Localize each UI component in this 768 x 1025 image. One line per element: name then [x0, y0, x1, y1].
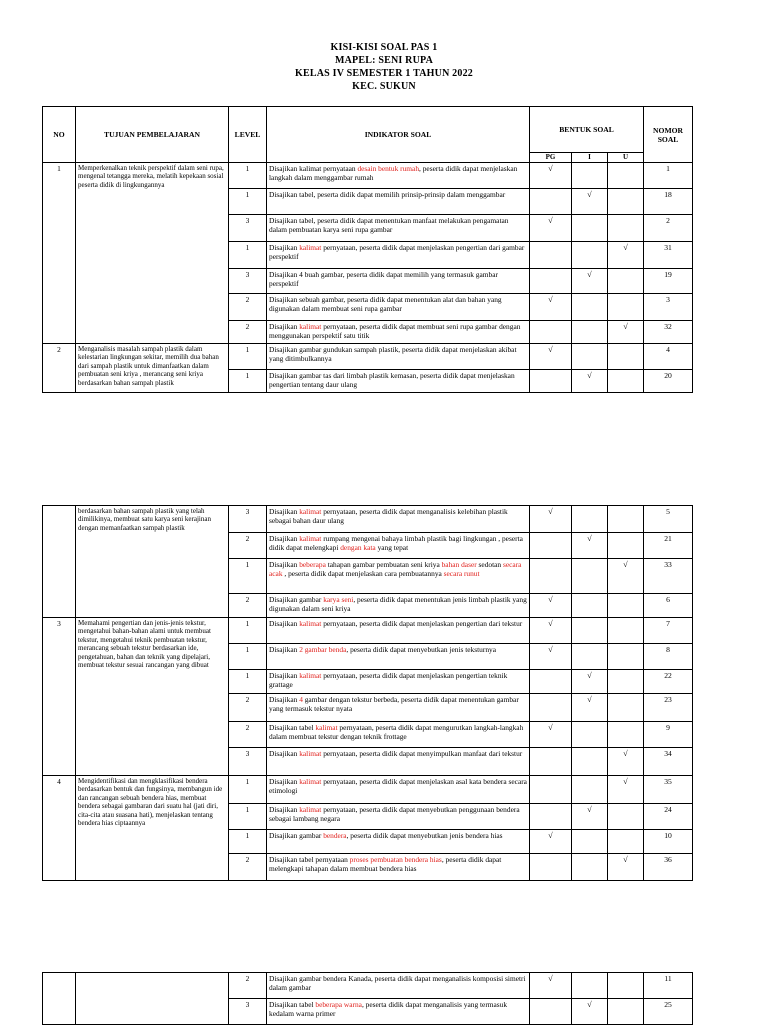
- cell-nomor-soal: 20: [644, 370, 693, 393]
- cell-level: 2: [229, 973, 267, 999]
- header-pg: PG: [530, 153, 572, 163]
- indikator-text: Disajikan: [269, 534, 300, 543]
- cell-level: 1: [229, 804, 267, 830]
- cell-pg: [530, 242, 572, 269]
- table-row: [43, 163, 693, 189]
- indikator-highlight: beberapa warna: [315, 1000, 362, 1009]
- cell-pg: [530, 804, 572, 830]
- check-mark: √: [623, 855, 628, 864]
- cell-i: [572, 776, 608, 804]
- cell-nomor-soal: 10: [644, 830, 693, 854]
- cell-i: [572, 748, 608, 776]
- cell-u: [608, 163, 644, 189]
- indikator-highlight: kalimat: [299, 534, 322, 543]
- cell-u: [608, 269, 644, 294]
- cell-u: [608, 999, 644, 1025]
- cell-pg: [530, 854, 572, 881]
- indikator-text: yang tepat: [375, 543, 409, 552]
- cell-nomor-soal: 32: [644, 321, 693, 344]
- cell-level: 1: [229, 370, 267, 393]
- cell-nomor-soal: 1: [644, 163, 693, 189]
- cell-i: [572, 269, 608, 294]
- cell-level: 3: [229, 748, 267, 776]
- indikator-text: , peserta didik dapat menyebutkan jenis bendera hias: [346, 831, 503, 840]
- indikator-highlight: kalimat: [315, 723, 338, 732]
- indikator-text: pernyataan, peserta didik dapat menjelaskan asal kata bendera secara etimologi: [269, 777, 527, 795]
- cell-nomor-soal: 2: [644, 215, 693, 242]
- cell-u: [608, 370, 644, 393]
- cell-u: [608, 215, 644, 242]
- cell-pg: [530, 830, 572, 854]
- check-mark: √: [623, 322, 628, 331]
- cell-level: 3: [229, 506, 267, 533]
- doc-title-line-1: KISI-KISI SOAL PAS 1: [330, 42, 438, 53]
- cell-nomor-soal: 21: [644, 533, 693, 559]
- table-row: [43, 973, 693, 999]
- cell-level: 2: [229, 294, 267, 321]
- cell-indikator: [267, 804, 530, 830]
- indikator-text: Disajikan gambar tas dari limbah plastik kemasan, peserta didik dapat menjelaskan pengertian tentang daur ulang: [269, 371, 515, 389]
- indikator-text: Disajikan: [269, 671, 300, 680]
- indikator-text: Disajikan kalimat pernyataan: [269, 164, 358, 173]
- cell-nomor-soal: 7: [644, 618, 693, 644]
- check-mark: √: [587, 1000, 592, 1009]
- check-mark: √: [587, 695, 592, 704]
- doc-title-line-4: KEC. SUKUN: [352, 81, 416, 92]
- table-row: [43, 344, 693, 370]
- cell-indikator: [267, 694, 530, 722]
- cell-i: [572, 618, 608, 644]
- indikator-highlight: 4: [299, 695, 303, 704]
- cell-pg: [530, 344, 572, 370]
- check-mark: √: [548, 295, 553, 304]
- cell-indikator: [267, 594, 530, 618]
- cell-i: [572, 722, 608, 748]
- cell-indikator: [267, 189, 530, 215]
- indikator-text: Disajikan 4 buah gambar, peserta didik dapat memilih yang termasuk gambar perspektif: [269, 270, 498, 288]
- header-no: NO: [43, 107, 76, 163]
- cell-level: 1: [229, 830, 267, 854]
- indikator-highlight: dengan kata: [340, 543, 376, 552]
- indikator-text: pernyataan, peserta didik dapat menganalisis kelebihan plastik sebagai bahan daur ulang: [269, 507, 508, 525]
- cell-i: [572, 533, 608, 559]
- table-row: [43, 506, 693, 533]
- cell-i: [572, 242, 608, 269]
- cell-i: [572, 854, 608, 881]
- indikator-text: Disajikan tabel, peserta didik dapat memilih prinsip-prinsip dalam menggambar: [269, 190, 506, 199]
- indikator-text: Disajikan: [269, 749, 300, 758]
- cell-nomor-soal: 11: [644, 973, 693, 999]
- indikator-text: Disajikan tabel: [269, 1000, 316, 1009]
- cell-nomor-soal: 31: [644, 242, 693, 269]
- indikator-highlight: kalimat: [299, 805, 322, 814]
- table-row: [43, 776, 693, 804]
- cell-no: 2: [43, 344, 76, 393]
- cell-pg: [530, 533, 572, 559]
- indikator-highlight: beberapa: [299, 560, 326, 569]
- cell-indikator: [267, 163, 530, 189]
- cell-level: 1: [229, 559, 267, 594]
- cell-u: [608, 189, 644, 215]
- indikator-text: pernyataan, peserta didik dapat menyimpulkan manfaat dari tekstur: [321, 749, 523, 758]
- cell-u: [608, 321, 644, 344]
- cell-u: [608, 242, 644, 269]
- indikator-text: Disajikan: [269, 805, 300, 814]
- cell-i: [572, 694, 608, 722]
- cell-tujuan: [76, 973, 229, 1025]
- cell-nomor-soal: 5: [644, 506, 693, 533]
- indikator-highlight: kalimat: [299, 507, 322, 516]
- cell-indikator: [267, 830, 530, 854]
- cell-nomor-soal: 34: [644, 748, 693, 776]
- cell-i: [572, 973, 608, 999]
- cell-tujuan: Mengidentifikasi dan mengklasifikasi bendera berdasarkan bentuk dan fungsinya, membangun ide dan rancangan sebuah bendera hias, membuat bendera sebagai gambaran dari suatu hal (jati diri, cita-cita atau suasana hati), menjelaskan tentang bendera hias ciptaannya: [76, 776, 229, 881]
- cell-i: [572, 189, 608, 215]
- indikator-text: , peserta didik dapat menentukan jenis limbah plastik yang digunakan dalam seni kriya: [269, 595, 527, 613]
- cell-pg: [530, 215, 572, 242]
- header-indikator: INDIKATOR SOAL: [267, 107, 530, 163]
- check-mark: √: [623, 749, 628, 758]
- cell-pg: [530, 618, 572, 644]
- cell-u: [608, 533, 644, 559]
- check-mark: √: [587, 371, 592, 380]
- indikator-highlight: secara acak: [269, 560, 522, 578]
- cell-indikator: [267, 370, 530, 393]
- indikator-text: pernyataan, peserta didik dapat menjelaskan pengertian teknik grattage: [269, 671, 508, 689]
- indikator-text: Disajikan: [269, 507, 300, 516]
- cell-indikator: [267, 748, 530, 776]
- cell-level: 3: [229, 215, 267, 242]
- indikator-highlight: kalimat: [299, 322, 322, 331]
- indikator-text: rumpang mengenai bahaya limbah plastik bagi lingkungan , peserta didik dapat melengkapi: [269, 534, 523, 552]
- cell-level: 1: [229, 242, 267, 269]
- cell-pg: [530, 748, 572, 776]
- indikator-highlight: desain bentuk rumah: [357, 164, 420, 173]
- check-mark: √: [548, 619, 553, 628]
- indikator-highlight: kalimat: [299, 243, 322, 252]
- indikator-highlight: karya seni: [323, 595, 354, 604]
- cell-nomor-soal: 33: [644, 559, 693, 594]
- cell-level: 2: [229, 594, 267, 618]
- cell-indikator: [267, 533, 530, 559]
- cell-i: [572, 294, 608, 321]
- indikator-text: pernyataan, peserta didik dapat menyebutkan penggunaan bendera sebagai lambang negara: [269, 805, 520, 823]
- indikator-text: , peserta didik dapat menganalisis yang termasuk kedalam warna primer: [269, 1000, 508, 1018]
- cell-pg: [530, 670, 572, 694]
- check-mark: √: [587, 671, 592, 680]
- cell-i: [572, 215, 608, 242]
- cell-level: 1: [229, 776, 267, 804]
- cell-u: [608, 973, 644, 999]
- cell-nomor-soal: 23: [644, 694, 693, 722]
- indikator-highlight: kalimat: [299, 777, 322, 786]
- indikator-text: Disajikan gambar: [269, 831, 324, 840]
- cell-i: [572, 370, 608, 393]
- cell-i: [572, 999, 608, 1025]
- cell-level: 1: [229, 644, 267, 670]
- cell-pg: [530, 294, 572, 321]
- check-mark: √: [623, 243, 628, 252]
- indikator-text: Disajikan: [269, 777, 300, 786]
- cell-indikator: [267, 242, 530, 269]
- indikator-text: Disajikan tabel pernyataan: [269, 855, 350, 864]
- check-mark: √: [548, 645, 553, 654]
- cell-indikator: [267, 999, 530, 1025]
- indikator-text: tahapan gambar pembuatan seni kriya: [325, 560, 442, 569]
- check-mark: √: [623, 560, 628, 569]
- cell-level: 1: [229, 670, 267, 694]
- cell-u: [608, 344, 644, 370]
- cell-i: [572, 344, 608, 370]
- cell-indikator: [267, 559, 530, 594]
- cell-tujuan: Memperkenalkan teknik perspektif dalam seni rupa, mengenal tetangga mereka, melatih kepekaan sosial peserta didik di lingkungannya: [76, 163, 229, 344]
- indikator-text: sedotan: [476, 560, 503, 569]
- cell-nomor-soal: 8: [644, 644, 693, 670]
- cell-i: [572, 559, 608, 594]
- header-u: U: [608, 153, 644, 163]
- cell-u: [608, 776, 644, 804]
- cell-nomor-soal: 19: [644, 269, 693, 294]
- cell-indikator: [267, 506, 530, 533]
- indikator-text: , peserta didik dapat menjelaskan cara pembuatannya: [282, 569, 444, 578]
- cell-indikator: [267, 344, 530, 370]
- cell-pg: [530, 644, 572, 670]
- kisi-kisi-table-page-2: [42, 505, 693, 881]
- indikator-text: Disajikan: [269, 619, 300, 628]
- cell-level: 2: [229, 854, 267, 881]
- cell-u: [608, 670, 644, 694]
- cell-i: [572, 594, 608, 618]
- cell-pg: [530, 321, 572, 344]
- cell-i: [572, 804, 608, 830]
- cell-level: 3: [229, 999, 267, 1025]
- check-mark: √: [548, 216, 553, 225]
- check-mark: √: [548, 507, 553, 516]
- cell-pg: [530, 559, 572, 594]
- cell-nomor-soal: 24: [644, 804, 693, 830]
- kisi-kisi-table-page-1: [42, 106, 693, 393]
- indikator-text: , peserta didik dapat menyebutkan jenis teksturnya: [346, 645, 497, 654]
- cell-u: [608, 594, 644, 618]
- cell-nomor-soal: 9: [644, 722, 693, 748]
- indikator-highlight: bendera: [323, 831, 347, 840]
- header-level: LEVEL: [229, 107, 267, 163]
- cell-pg: [530, 973, 572, 999]
- indikator-text: Disajikan tabel: [269, 723, 316, 732]
- cell-no: [43, 973, 76, 1025]
- cell-no: 1: [43, 163, 76, 344]
- cell-u: [608, 506, 644, 533]
- cell-i: [572, 321, 608, 344]
- cell-i: [572, 506, 608, 533]
- cell-pg: [530, 694, 572, 722]
- cell-u: [608, 722, 644, 748]
- cell-u: [608, 559, 644, 594]
- indikator-text: pernyataan, peserta didik dapat membuat seni rupa gambar dengan menggunakan perspektif satu titik: [269, 322, 521, 340]
- indikator-text: Disajikan gambar gundukan sampah plastik, peserta didik dapat menjelaskan akibat yang ditimbulkannya: [269, 345, 517, 363]
- cell-pg: [530, 722, 572, 748]
- cell-nomor-soal: 18: [644, 189, 693, 215]
- indikator-text: Disajikan: [269, 645, 300, 654]
- indikator-text: pernyataan, peserta didik dapat mengurutkan langkah-langkah dalam membuat tekstur dengan teknik frottage: [269, 723, 524, 741]
- cell-indikator: [267, 294, 530, 321]
- cell-pg: [530, 269, 572, 294]
- indikator-text: , peserta didik dapat melengkapi tahapan dalam membuat bendera hias: [269, 855, 502, 873]
- indikator-text: Disajikan gambar: [269, 595, 324, 604]
- indikator-text: Disajikan: [269, 695, 300, 704]
- indikator-text: Disajikan: [269, 243, 300, 252]
- cell-i: [572, 830, 608, 854]
- check-mark: √: [548, 345, 553, 354]
- cell-u: [608, 748, 644, 776]
- cell-nomor-soal: 25: [644, 999, 693, 1025]
- cell-indikator: [267, 618, 530, 644]
- cell-u: [608, 804, 644, 830]
- check-mark: √: [587, 270, 592, 279]
- cell-u: [608, 830, 644, 854]
- cell-level: 2: [229, 533, 267, 559]
- doc-title-line-2: MAPEL: SENI RUPA: [334, 55, 433, 66]
- indikator-text: Disajikan: [269, 322, 300, 331]
- indikator-highlight: proses pembuatan bendera hias: [349, 855, 442, 864]
- cell-pg: [530, 506, 572, 533]
- indikator-text: pernyataan, peserta didik dapat menjelaskan pengertian dari gambar perspektif: [269, 243, 525, 261]
- cell-i: [572, 644, 608, 670]
- cell-tujuan: Memahami pengertian dan jenis-jenis tekstur, mengetahui bahan-bahan alami untuk membuat tekstur, mengetahui teknik pembuatan tekstur, merancang sebuah tekstur berdasarkan ide, pengetahuan, bahan dan teknik yang dipelajari, membuat tekstur sesuai rancangan yang dibuat: [76, 618, 229, 776]
- cell-nomor-soal: 36: [644, 854, 693, 881]
- cell-indikator: [267, 644, 530, 670]
- cell-i: [572, 670, 608, 694]
- header-tujuan: TUJUAN PEMBELAJARAN: [76, 107, 229, 163]
- cell-no: 3: [43, 618, 76, 776]
- check-mark: √: [548, 595, 553, 604]
- check-mark: √: [548, 974, 553, 983]
- check-mark: √: [548, 723, 553, 732]
- indikator-highlight: kalimat: [299, 749, 322, 758]
- indikator-highlight: bahan daser: [441, 560, 477, 569]
- cell-no: 4: [43, 776, 76, 881]
- cell-level: 1: [229, 163, 267, 189]
- cell-u: [608, 294, 644, 321]
- cell-nomor-soal: 35: [644, 776, 693, 804]
- cell-pg: [530, 370, 572, 393]
- cell-pg: [530, 189, 572, 215]
- cell-no: [43, 506, 76, 618]
- check-mark: √: [587, 190, 592, 199]
- header-bentuk-soal: BENTUK SOAL: [530, 107, 644, 153]
- cell-indikator: [267, 722, 530, 748]
- kisi-kisi-table-page-3: [42, 972, 693, 1025]
- cell-nomor-soal: 3: [644, 294, 693, 321]
- cell-u: [608, 694, 644, 722]
- cell-pg: [530, 999, 572, 1025]
- cell-indikator: [267, 269, 530, 294]
- cell-nomor-soal: 4: [644, 344, 693, 370]
- cell-pg: [530, 594, 572, 618]
- indikator-text: Disajikan sebuah gambar, peserta didik dapat menentukan alat dan bahan yang digunakan dalam membuat seni rupa gambar: [269, 295, 502, 313]
- cell-tujuan: Menganalisis masalah sampah plastik dalam kelestarian lingkungan sekitar, memilih dua bahan dari sampah plastik untuk dimanfaatkan dalam pembuatan seni kriya , merancang seni kriya berdasarkan bahan sampah plastik: [76, 344, 229, 393]
- indikator-text: gambar dengan tekstur berbeda, peserta didik dapat menentukan gambar yang termasuk tekstur nyata: [269, 695, 519, 713]
- check-mark: √: [623, 777, 628, 786]
- indikator-highlight: kalimat: [299, 619, 322, 628]
- table-row: [43, 618, 693, 644]
- cell-level: 3: [229, 269, 267, 294]
- check-mark: √: [548, 164, 553, 173]
- cell-indikator: [267, 854, 530, 881]
- cell-pg: [530, 163, 572, 189]
- cell-u: [608, 644, 644, 670]
- cell-nomor-soal: 22: [644, 670, 693, 694]
- cell-level: 2: [229, 321, 267, 344]
- cell-level: 1: [229, 618, 267, 644]
- cell-level: 1: [229, 189, 267, 215]
- indikator-text: Disajikan tabel, peserta didik dapat menentukan manfaat melakukan pengamatan dalam pembuatan karya seni rupa gambar: [269, 216, 509, 234]
- cell-i: [572, 163, 608, 189]
- cell-nomor-soal: 6: [644, 594, 693, 618]
- doc-title-line-3: KELAS IV SEMESTER 1 TAHUN 2022: [295, 68, 473, 79]
- cell-u: [608, 854, 644, 881]
- check-mark: √: [587, 534, 592, 543]
- cell-pg: [530, 776, 572, 804]
- indikator-highlight: kalimat: [299, 671, 322, 680]
- cell-indikator: [267, 776, 530, 804]
- check-mark: √: [587, 805, 592, 814]
- cell-indikator: [267, 973, 530, 999]
- header-i: I: [572, 153, 608, 163]
- cell-level: 2: [229, 722, 267, 748]
- indikator-highlight: 2 gambar benda: [299, 645, 347, 654]
- cell-level: 2: [229, 694, 267, 722]
- indikator-text: , peserta didik dapat menjelaskan langkah dalam menggambar rumah: [269, 164, 518, 182]
- header-nomor-soal: NOMOR SOAL: [644, 107, 693, 163]
- check-mark: √: [548, 831, 553, 840]
- cell-indikator: [267, 321, 530, 344]
- indikator-text: Disajikan: [269, 560, 300, 569]
- indikator-text: pernyataan, peserta didik dapat menjelaskan pengertian dari tekstur: [321, 619, 523, 628]
- cell-indikator: [267, 215, 530, 242]
- indikator-highlight: secara runut: [443, 569, 480, 578]
- cell-level: 1: [229, 344, 267, 370]
- cell-indikator: [267, 670, 530, 694]
- cell-u: [608, 618, 644, 644]
- cell-tujuan: berdasarkan bahan sampah plastik yang telah dimilikinya, membuat satu karya seni kerajinan dengan memanfaatkan sampah plastik: [76, 506, 229, 618]
- indikator-text: Disajikan gambar bendera Kanada, peserta didik dapat menganalisis komposisi simetri dalam gambar: [269, 974, 526, 992]
